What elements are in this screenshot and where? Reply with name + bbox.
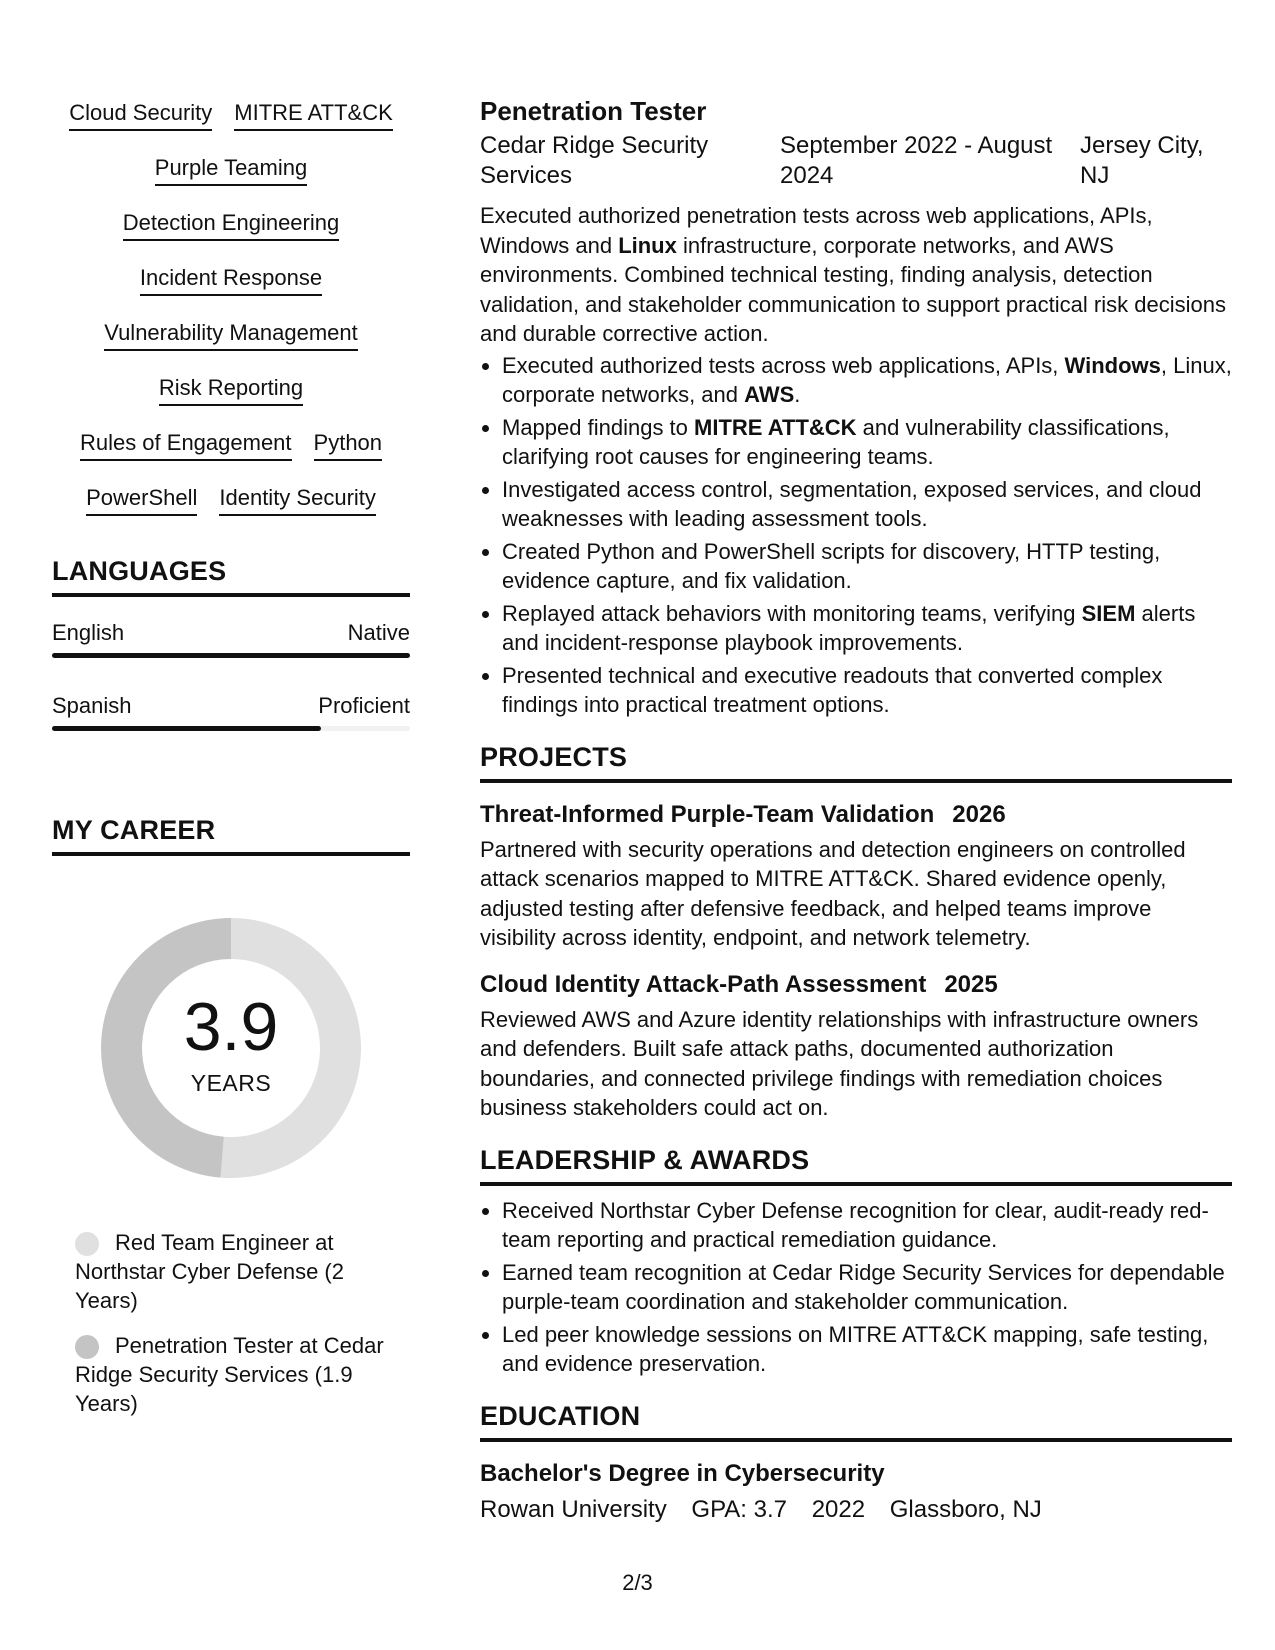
career-heading: MY CAREER <box>52 815 410 856</box>
job-bullets <box>480 351 1232 720</box>
job-bullet: • Replayed attack behaviors with monitoring teams, verifying SIEM alerts and incident-response playbook improvements. <box>502 599 1232 658</box>
language-level: Native <box>347 620 410 645</box>
career-total-value: 3.9 <box>183 989 279 1065</box>
language-level: Proficient <box>318 693 410 718</box>
job-bullet: • Presented technical and executive readouts that converted complex findings into practical treatment options. <box>502 661 1232 720</box>
skill-row <box>52 483 410 516</box>
skill-tag: Vulnerability Management <box>104 318 358 351</box>
project-description: Reviewed AWS and Azure identity relationships with infrastructure owners and defenders. Built safe attack paths, documented authorization boundaries, and connected privilege findings with remediation choices business stakeholders could act on. <box>480 1006 1199 1120</box>
legend-dot-icon <box>75 1335 99 1359</box>
language-name: Spanish <box>52 693 132 718</box>
project-description: Partnered with security operations and detection engineers on controlled attack scenarios mapped to MITRE ATT&CK. Shared evidence openly, adjusted testing after defensive feedback, and helped teams improve visibility across identity, endpoint, and network telemetry. <box>480 836 1186 950</box>
skill-tag: Identity Security <box>219 483 376 516</box>
language-bar <box>52 653 410 658</box>
education-location: Glassboro, NJ <box>889 1495 1042 1523</box>
career-legend-label: Red Team Engineer at Northstar Cyber Defense (2 Years) <box>75 1230 344 1313</box>
leadership-heading: LEADERSHIP & AWARDS <box>480 1145 1232 1186</box>
job-bullet: • Investigated access control, segmentation, exposed services, and cloud weaknesses with leading assessment tools. <box>502 475 1232 534</box>
education-section <box>480 1401 1232 1524</box>
language-bar <box>52 726 410 731</box>
job-dates: September 2022 - August 2024 <box>780 132 1053 189</box>
language-name: English <box>52 620 125 645</box>
job-location: Jersey City, NJ <box>1080 132 1204 189</box>
skill-tag: Cloud Security <box>69 98 212 131</box>
language-bar-fill <box>52 653 410 658</box>
education-year: 2022 <box>811 1495 866 1523</box>
education-meta <box>480 1496 1232 1524</box>
languages-section <box>52 556 410 731</box>
language-bar-fill <box>52 726 321 731</box>
leadership-section <box>480 1145 1232 1379</box>
career-legend-label: Penetration Tester at Cedar Ridge Security Services (1.9 Years) <box>75 1333 384 1416</box>
leadership-bullets <box>480 1196 1232 1379</box>
project-item <box>480 971 1232 1123</box>
languages-heading: LANGUAGES <box>52 556 410 597</box>
education-degree: Bachelor's Degree in Cybersecurity <box>480 1459 885 1487</box>
skill-tag: Risk Reporting <box>159 373 303 406</box>
leadership-bullet: • Earned team recognition at Cedar Ridge Security Services for dependable purple-team coordination and stakeholder communication. <box>502 1258 1232 1317</box>
skill-tag: Incident Response <box>140 263 322 296</box>
skill-row <box>52 208 410 241</box>
skill-tag: PowerShell <box>86 483 197 516</box>
left-column <box>52 98 410 1434</box>
job-bullet: • Created Python and PowerShell scripts for discovery, HTTP testing, evidence capture, and fix validation. <box>502 537 1232 596</box>
career-section <box>52 815 410 1418</box>
job-bullet: • Mapped findings to MITRE ATT&CK and vulnerability classifications, clarifying root causes for engineering teams. <box>502 413 1232 472</box>
leadership-bullet: • Led peer knowledge sessions on MITRE ATT&CK mapping, safe testing, and evidence preservation. <box>502 1320 1232 1379</box>
project-year: 2026 <box>952 800 1006 828</box>
career-donut-chart <box>91 908 371 1188</box>
experience-entry <box>480 96 1232 720</box>
career-legend-item <box>75 1228 390 1315</box>
education-school: Rowan University <box>480 1495 667 1523</box>
project-item <box>480 801 1232 953</box>
job-title: Penetration Tester <box>480 96 707 126</box>
job-summary: Executed authorized penetration tests across web applications, APIs, Windows and Linux infrastructure, corporate networks, and AWS environments. Combined technical testing, finding analysis, detection validation, and stakeholder communication to support practical risk decisions and durable corrective action. <box>480 203 1226 346</box>
skills-tags <box>52 98 410 516</box>
project-title: Threat-Informed Purple-Team Validation 2026 <box>480 800 1006 828</box>
leadership-bullet: • Received Northstar Cyber Defense recognition for clear, audit-ready red-team reporting and practical remediation guidance. <box>502 1196 1232 1255</box>
career-legend <box>52 1228 410 1418</box>
right-column <box>480 96 1232 1524</box>
skill-row <box>52 318 410 351</box>
project-title: Cloud Identity Attack-Path Assessment 2025 <box>480 970 998 998</box>
skill-tag: Rules of Engagement <box>80 428 292 461</box>
language-item <box>52 692 410 731</box>
education-heading: EDUCATION <box>480 1401 1232 1442</box>
skill-row <box>52 373 410 406</box>
page-number: 2/3 <box>622 1570 653 1595</box>
skill-row <box>52 263 410 296</box>
language-item <box>52 619 410 658</box>
skill-tag: Detection Engineering <box>123 208 339 241</box>
projects-section <box>480 742 1232 1123</box>
skill-row <box>52 98 410 131</box>
skill-tag: MITRE ATT&CK <box>234 98 393 131</box>
skill-row <box>52 153 410 186</box>
job-meta <box>480 131 1232 191</box>
career-total-unit: YEARS <box>190 1070 272 1096</box>
skill-tag: Purple Teaming <box>155 153 307 186</box>
education-gpa: GPA: 3.7 <box>691 1495 788 1523</box>
skill-tag: Python <box>314 428 383 461</box>
career-legend-item <box>75 1331 390 1418</box>
job-company: Cedar Ridge Security Services <box>480 132 709 189</box>
skill-row <box>52 428 410 461</box>
projects-heading: PROJECTS <box>480 742 1232 783</box>
project-year: 2025 <box>944 970 998 998</box>
legend-dot-icon <box>75 1232 99 1256</box>
job-bullet: • Executed authorized tests across web applications, APIs, Windows, Linux, corporate networks, and AWS. <box>502 351 1232 410</box>
